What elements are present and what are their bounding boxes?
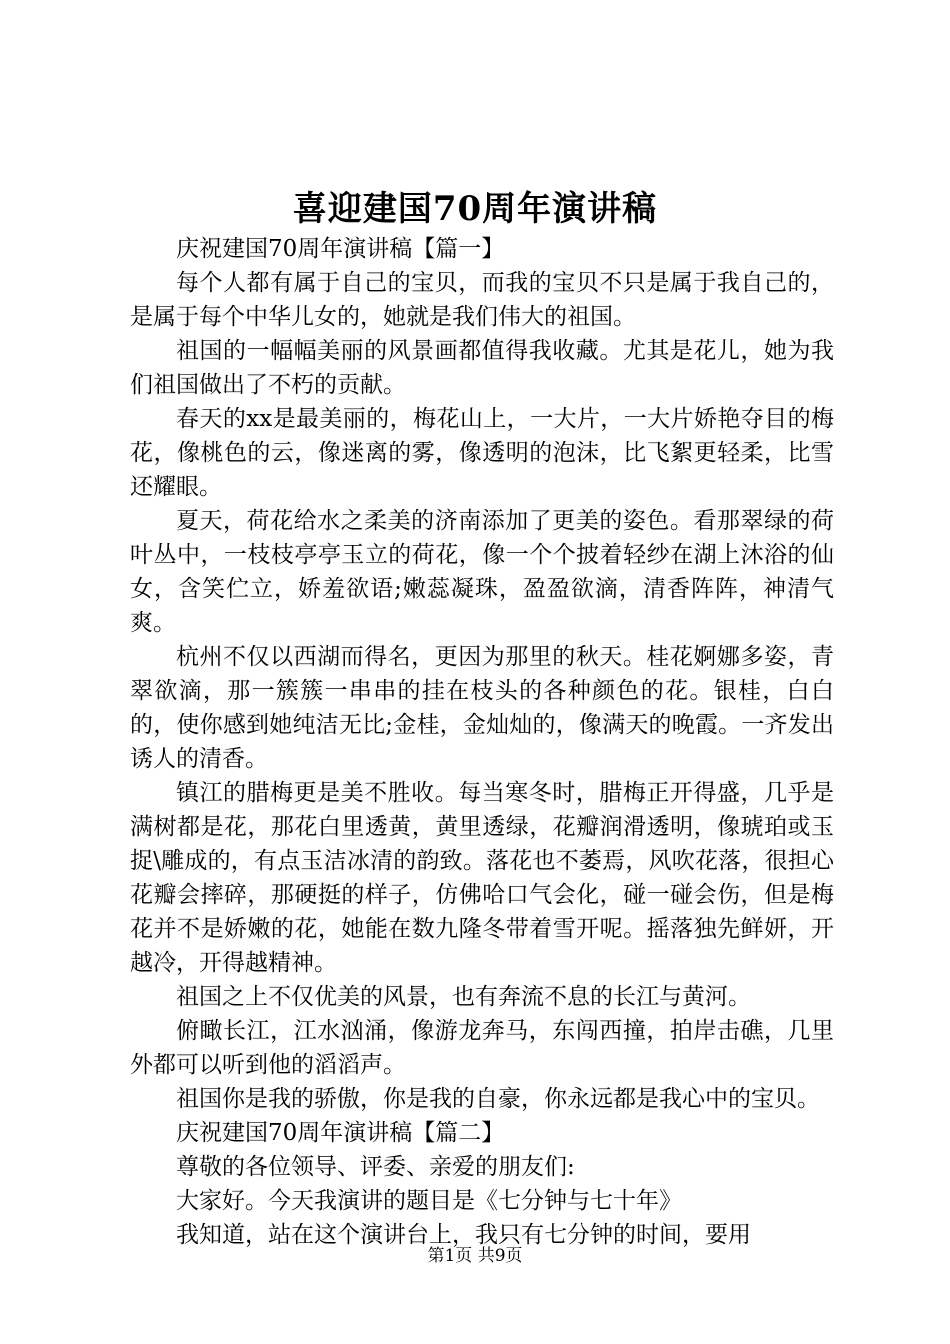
paragraph: 祖国的一幅幅美丽的风景画都值得我收藏。尤其是花儿，她为我们祖国做出了不朽的贡献。 xyxy=(130,338,834,398)
paragraph: 杭州不仅以西湖而得名，更因为那里的秋天。桂花婀娜多姿，青翠欲滴，那一簇簇一串串的挂在枝头的各种颜色的花。银桂，白白的，使你感到她纯洁无比;金桂，金灿灿的，像满天的晚霞。一齐发出诱人的清香。 xyxy=(130,644,834,772)
paragraph: 夏天，荷花给水之柔美的济南添加了更美的姿色。看那翠绿的荷叶丛中，一枝枝亭亭玉立的荷花，像一个个披着轻纱在湖上沐浴的仙女，含笑伫立，娇羞欲语;嫩蕊凝珠，盈盈欲滴，清香阵阵，神清气爽。 xyxy=(130,508,834,636)
section-heading: 庆祝建国70周年演讲稿【篇二】 xyxy=(176,1120,505,1146)
paragraph: 尊敬的各位领导、评委、亲爱的朋友们: xyxy=(176,1154,575,1180)
paragraph: 俯瞰长江，江水汹涌，像游龙奔马，东闯西撞，拍岸击礁，几里外都可以听到他的滔滔声。 xyxy=(130,1018,834,1078)
paragraph: 我知道，站在这个演讲台上，我只有七分钟的时间，要用 xyxy=(176,1222,751,1248)
section-heading: 庆祝建国70周年演讲稿【篇一】 xyxy=(176,236,505,262)
paragraph: 镇江的腊梅更是美不胜收。每当寒冬时，腊梅正开得盛，几乎是满树都是花，那花白里透黄，黄里透绿，花瓣润滑透明，像琥珀或玉捉\雕成的，有点玉洁冰清的韵致。落花也不萎焉，风吹花落，很担心花瓣会摔碎，那硬挺的样子，仿佛哈口气会化，碰一碰会伤，但是梅花并不是娇嫩的花，她能在数九隆冬带着雪开呢。摇落独先鲜妍，开越冷，开得越精神。 xyxy=(130,780,834,976)
paragraph: 每个人都有属于自己的宝贝，而我的宝贝不只是属于我自己的，是属于每个中华儿女的，她就是我们伟大的祖国。 xyxy=(130,270,834,330)
paragraph: 祖国你是我的骄傲，你是我的自豪，你永远都是我心中的宝贝。 xyxy=(176,1086,820,1112)
page-number-footer: 第1页 共9页 xyxy=(427,1246,523,1266)
paragraph: 大家好。今天我演讲的题目是《七分钟与七十年》 xyxy=(176,1188,682,1214)
document-title: 喜迎建国70周年演讲稿 xyxy=(292,189,658,229)
paragraph: 祖国之上不仅优美的风景，也有奔流不息的长江与黄河。 xyxy=(176,984,751,1010)
paragraph: 春天的xx是最美丽的，梅花山上，一大片，一大片娇艳夺目的梅花，像桃色的云，像迷离的雾，像透明的泡沫，比飞絮更轻柔，比雪还耀眼。 xyxy=(130,406,834,500)
document-body xyxy=(130,232,834,1252)
